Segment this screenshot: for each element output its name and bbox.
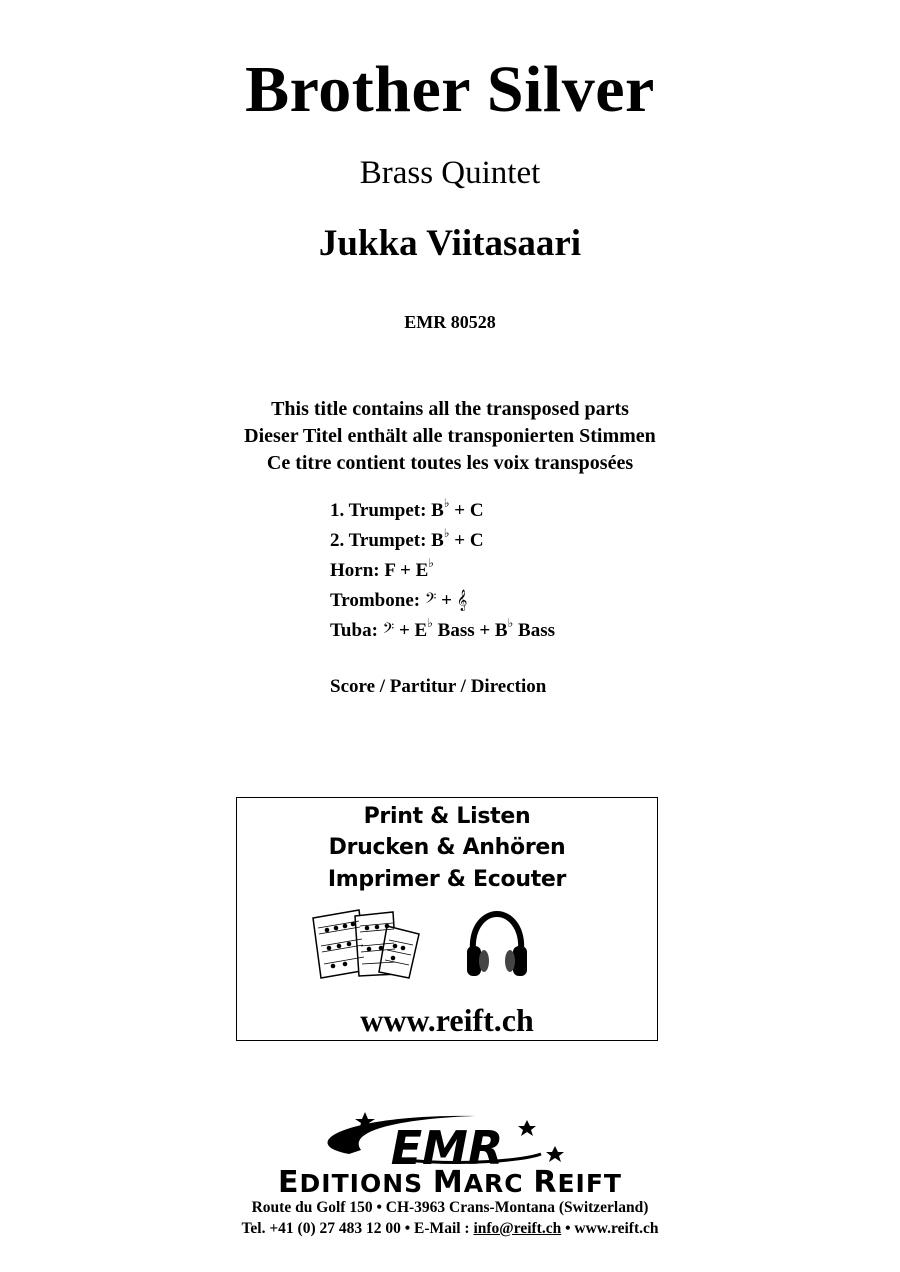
publisher-name: EDITIONS MARC REIFT bbox=[278, 1165, 622, 1200]
bass-clef-icon: 𝄢 bbox=[382, 620, 395, 641]
print-listen-line-de: Drucken & Anhören bbox=[328, 835, 566, 860]
print-listen-line-fr: Imprimer & Ecouter bbox=[327, 867, 567, 892]
score-line: Score / Partitur / Direction bbox=[330, 676, 547, 697]
info-line-fr: Ce titre contient toutes les voix transposées bbox=[266, 452, 634, 474]
part-trombone: Trombone: 𝄢 + 𝄞 bbox=[330, 590, 468, 611]
title: Brother Silver bbox=[245, 53, 655, 126]
print-listen-box bbox=[236, 797, 658, 1041]
bass-clef-icon: 𝄢 bbox=[424, 590, 437, 611]
star-icon bbox=[518, 1120, 536, 1136]
part-horn: Horn: F + E♭ bbox=[330, 555, 434, 581]
subtitle: Brass Quintet bbox=[359, 155, 541, 191]
headphones-icon bbox=[465, 910, 529, 982]
website-link[interactable]: www.reift.ch bbox=[360, 1002, 534, 1038]
treble-clef-icon: 𝄞 bbox=[456, 590, 468, 611]
transposition-info bbox=[0, 396, 900, 477]
print-listen-line-en: Print & Listen bbox=[363, 804, 531, 829]
publisher-contact: Tel. +41 (0) 27 483 12 00 • E-Mail : info@reift.ch • www.reift.ch bbox=[241, 1220, 659, 1237]
star-icon bbox=[546, 1146, 564, 1162]
parts-list bbox=[330, 496, 555, 646]
part-trumpet-1: 1. Trumpet: B♭ + C bbox=[330, 495, 484, 521]
email-link[interactable]: info@reift.ch bbox=[473, 1220, 562, 1237]
info-line-en: This title contains all the transposed parts bbox=[271, 398, 629, 420]
emr-logo bbox=[305, 1110, 595, 1168]
publisher-address: Route du Golf 150 • CH-3963 Crans-Montana (Switzerland) bbox=[251, 1199, 649, 1216]
composer: Jukka Viitasaari bbox=[318, 223, 582, 264]
svg-text:EMR: EMR bbox=[390, 1121, 504, 1168]
part-trumpet-2: 2. Trumpet: B♭ + C bbox=[330, 525, 484, 551]
part-tuba: Tuba: 𝄢 + E♭ Bass + B♭ Bass bbox=[330, 615, 555, 641]
sheet-music-icon bbox=[309, 908, 425, 980]
info-line-de: Dieser Titel enthält alle transponierten Stimmen bbox=[244, 425, 656, 447]
catalog-number: EMR 80528 bbox=[404, 312, 496, 332]
